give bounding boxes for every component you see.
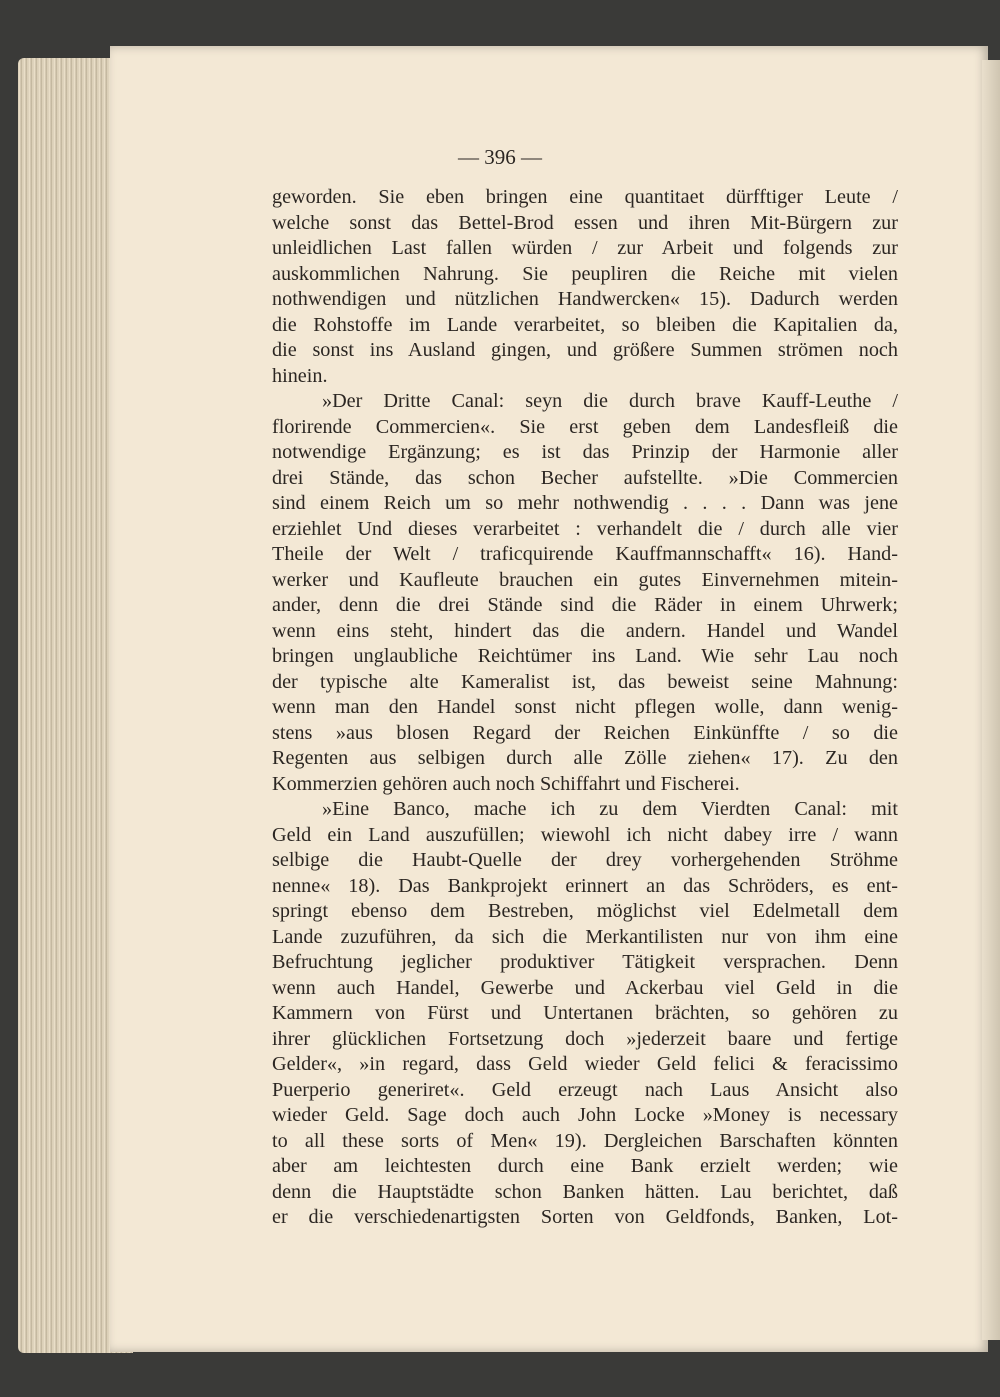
text-line: ihrer glücklichen Fortsetzung doch »jederzeit baare und fertige bbox=[272, 1027, 898, 1050]
text-line: aber am leichtesten durch eine Bank erzielt werden; wie bbox=[272, 1155, 898, 1177]
text-line: notwendige Ergänzung; es ist das Prinzip der Harmonie aller bbox=[272, 441, 898, 463]
text-line: Puerperio generiret«. Geld erzeugt nach Laus Ansicht also bbox=[272, 1078, 898, 1101]
text-line: auskommlichen Nahrung. Sie peupliren die Reiche mit vielen bbox=[272, 262, 898, 285]
text-line: bringen unglaubliche Reichtümer ins Land. Wie sehr Lau noch bbox=[272, 645, 898, 667]
text-line: geworden. Sie eben bringen eine quantitaet dürfftiger Leute / bbox=[272, 186, 898, 208]
text-line: Kammern von Fürst und Untertanen brächten, so gehören zu bbox=[272, 1002, 898, 1024]
text-line: Theile der Welt / traficquirende Kauffmannschafft« 16). Hand- bbox=[272, 543, 898, 565]
text-line: Lande zuzuführen, da sich die Merkantilisten nur von ihm eine bbox=[272, 925, 898, 948]
text-line: wenn auch Handel, Gewerbe und Ackerbau viel Geld in die bbox=[272, 976, 898, 999]
text-line: unleidlichen Last fallen würden / zur Arbeit und folgends zur bbox=[272, 237, 898, 259]
text-line: ander, denn die drei Stände sind die Räder in einem Uhrwerk; bbox=[272, 594, 898, 616]
text-line: die sonst ins Ausland gingen, und größere Summen strömen noch bbox=[272, 339, 898, 361]
text-line: die Rohstoffe im Lande verarbeitet, so bleiben die Kapitalien da, bbox=[272, 313, 898, 336]
text-line: werker und Kaufleute brauchen ein gutes Einvernehmen mitein- bbox=[272, 568, 898, 591]
text-line: nothwendigen und nützlichen Handwercken« 15). Dadurch werden bbox=[272, 288, 898, 310]
text-line: hinein. bbox=[272, 364, 328, 387]
text-line: »Der Dritte Canal: seyn die durch brave Kauff-Leuthe / bbox=[322, 390, 898, 412]
text-line: sind einem Reich um so mehr nothwendig . . . . Dann was jene bbox=[272, 492, 898, 514]
text-line: springt ebenso dem Bestreben, möglichst viel Edelmetall dem bbox=[272, 900, 898, 922]
text-line: stens »aus blosen Regard der Reichen Einkünffte / so die bbox=[272, 721, 898, 744]
text-line: selbige die Haubt-Quelle der drey vorhergehenden Ströhme bbox=[272, 849, 898, 871]
text-line: Gelder«, »in regard, dass Geld wieder Geld felici & feracissimo bbox=[272, 1053, 898, 1075]
body-text bbox=[272, 185, 898, 1231]
text-line: denn die Hauptstädte schon Banken hätten. Lau berichtet, daß bbox=[272, 1180, 898, 1203]
text-line: drei Stände, das schon Becher aufstellte. »Die Commercien bbox=[272, 466, 898, 489]
text-line: »Eine Banco, mache ich zu dem Vierdten Canal: mit bbox=[322, 798, 898, 820]
text-line: Kommerzien gehören auch noch Schiffahrt und Fischerei. bbox=[272, 772, 740, 795]
text-line: Regenten aus selbigen durch alle Zölle ziehen« 17). Zu den bbox=[272, 747, 898, 769]
text-line: wenn eins steht, hindert das die andern. Handel und Wandel bbox=[272, 619, 898, 642]
text-line: to all these sorts of Men« 19). Dergleichen Barschaften könnten bbox=[272, 1129, 898, 1152]
text-line: florirende Commercien«. Sie erst geben dem Landesfleiß die bbox=[272, 415, 898, 438]
text-line: wieder Geld. Sage doch auch John Locke »Money is necessary bbox=[272, 1104, 898, 1126]
text-line: welche sonst das Bettel-Brod essen und ihren Mit-Bürgern zur bbox=[272, 211, 898, 234]
text-line: wenn man den Handel sonst nicht pflegen wolle, dann wenig- bbox=[272, 696, 898, 718]
text-line: nenne« 18). Das Bankprojekt erinnert an das Schröders, es ent- bbox=[272, 874, 898, 897]
text-line: Geld ein Land auszufüllen; wiewohl ich nicht dabey irre / wann bbox=[272, 823, 898, 846]
text-line: er die verschiedenartigsten Sorten von Geldfonds, Banken, Lot- bbox=[272, 1206, 898, 1228]
text-line: erziehlet Und dieses verarbeitet : verhandelt die / durch alle vier bbox=[272, 517, 898, 540]
text-line: Befruchtung jeglicher produktiver Tätigkeit versprachen. Denn bbox=[272, 951, 898, 973]
page-number: — 396 — bbox=[458, 145, 542, 169]
text-line: der typische alte Kameralist ist, das beweist seine Mahnung: bbox=[272, 670, 898, 693]
book-right-edge bbox=[982, 60, 1000, 1340]
